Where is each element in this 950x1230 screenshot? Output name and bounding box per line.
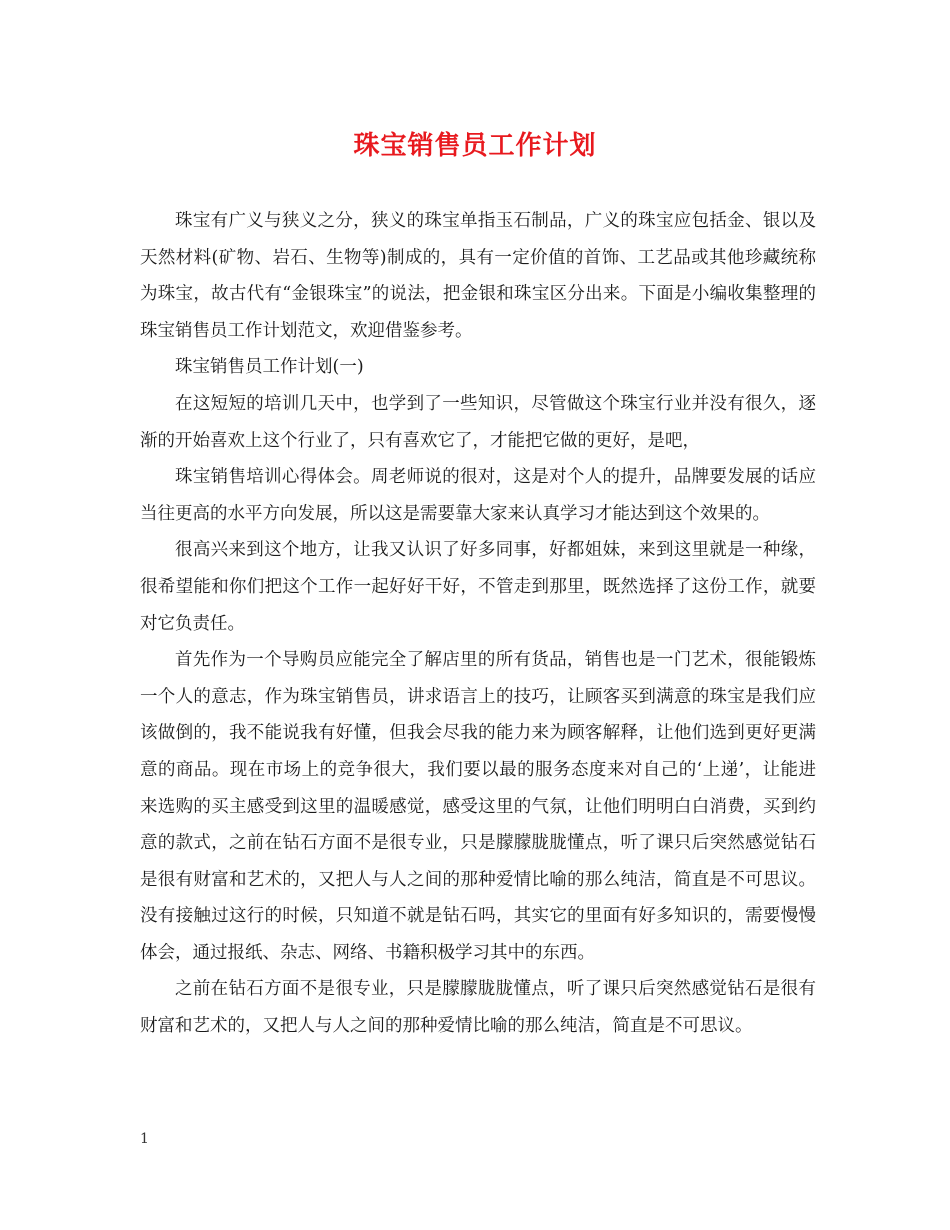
- paragraph-sales-guide: 首先作为一个导购员应能完全了解店里的所有货品，销售也是一门艺术，很能锻炼一个人的意志，作为珠宝销售员，讲求语言上的技巧，让顾客买到满意的珠宝是我们应该做倒的，我不能说我有好懂，但我会尽我的能力来为顾客解释，让他们选到更好更满意的商品。现在市场上的竞争很大，我们要以最的服务态度来对自己的‘上递’，让能进来选购的买主感受到这里的温暖感觉，感受这里的气氛，让他们明明白白消费，买到约意的款式，之前在钻石方面不是很专业，只是朦朦胧胧懂点，听了课只后突然感觉钻石是很有财富和艺术的，又把人与人之间的那种爱情比喻的那么纯洁，简直是不可思议。没有接触过这行的时候，只知道不就是钻石吗，其实它的里面有好多知识的，需要慢慢体会，通过报纸、杂志、网络、书籍积极学习其中的东西。: [140, 650, 816, 963]
- paragraph-colleagues: 很高兴来到这个地方，让我又认识了好多同事，好都姐妹，来到这里就是一种缘，很希望能和你们把这个工作一起好好干好，不管走到那里，既然选择了这份工作，就要对它负责任。: [140, 540, 816, 634]
- paragraph-intro: 珠宝有广义与狭义之分，狭义的珠宝单指玉石制品，广义的珠宝应包括金、银以及天然材料(矿物、岩石、生物等)制成的，具有一定价值的首饰、工艺品或其他珍藏统称为珠宝，故古代有“金银珠宝”的说法，把金银和珠宝区分出来。下面是小编收集整理的珠宝销售员工作计划范文，欢迎借鉴参考。: [140, 211, 816, 341]
- section-heading: 珠宝销售员工作计划(一): [175, 357, 364, 378]
- document-title: 珠宝销售员工作计划: [353, 131, 597, 161]
- document-body: [140, 203, 816, 1045]
- paragraph-reflection: 珠宝销售培训心得体会。周老师说的很对，这是对个人的提升，品牌要发展的话应当往更高的水平方向发展，所以这是需要靠大家来认真学习才能达到这个效果的。: [140, 467, 816, 524]
- paragraph-training: 在这短短的培训几天中，也学到了一些知识，尽管做这个珠宝行业并没有很久，逐渐的开始喜欢上这个行业了，只有喜欢它了，才能把它做的更好，是吧，: [140, 393, 816, 451]
- paragraph-diamond: 之前在钻石方面不是很专业，只是朦朦胧胧懂点，听了课只后突然感觉钻石是很有财富和艺术的，又把人与人之间的那种爱情比喻的那么纯洁，简直是不可思议。: [140, 979, 816, 1037]
- page-number: 1: [140, 1131, 149, 1147]
